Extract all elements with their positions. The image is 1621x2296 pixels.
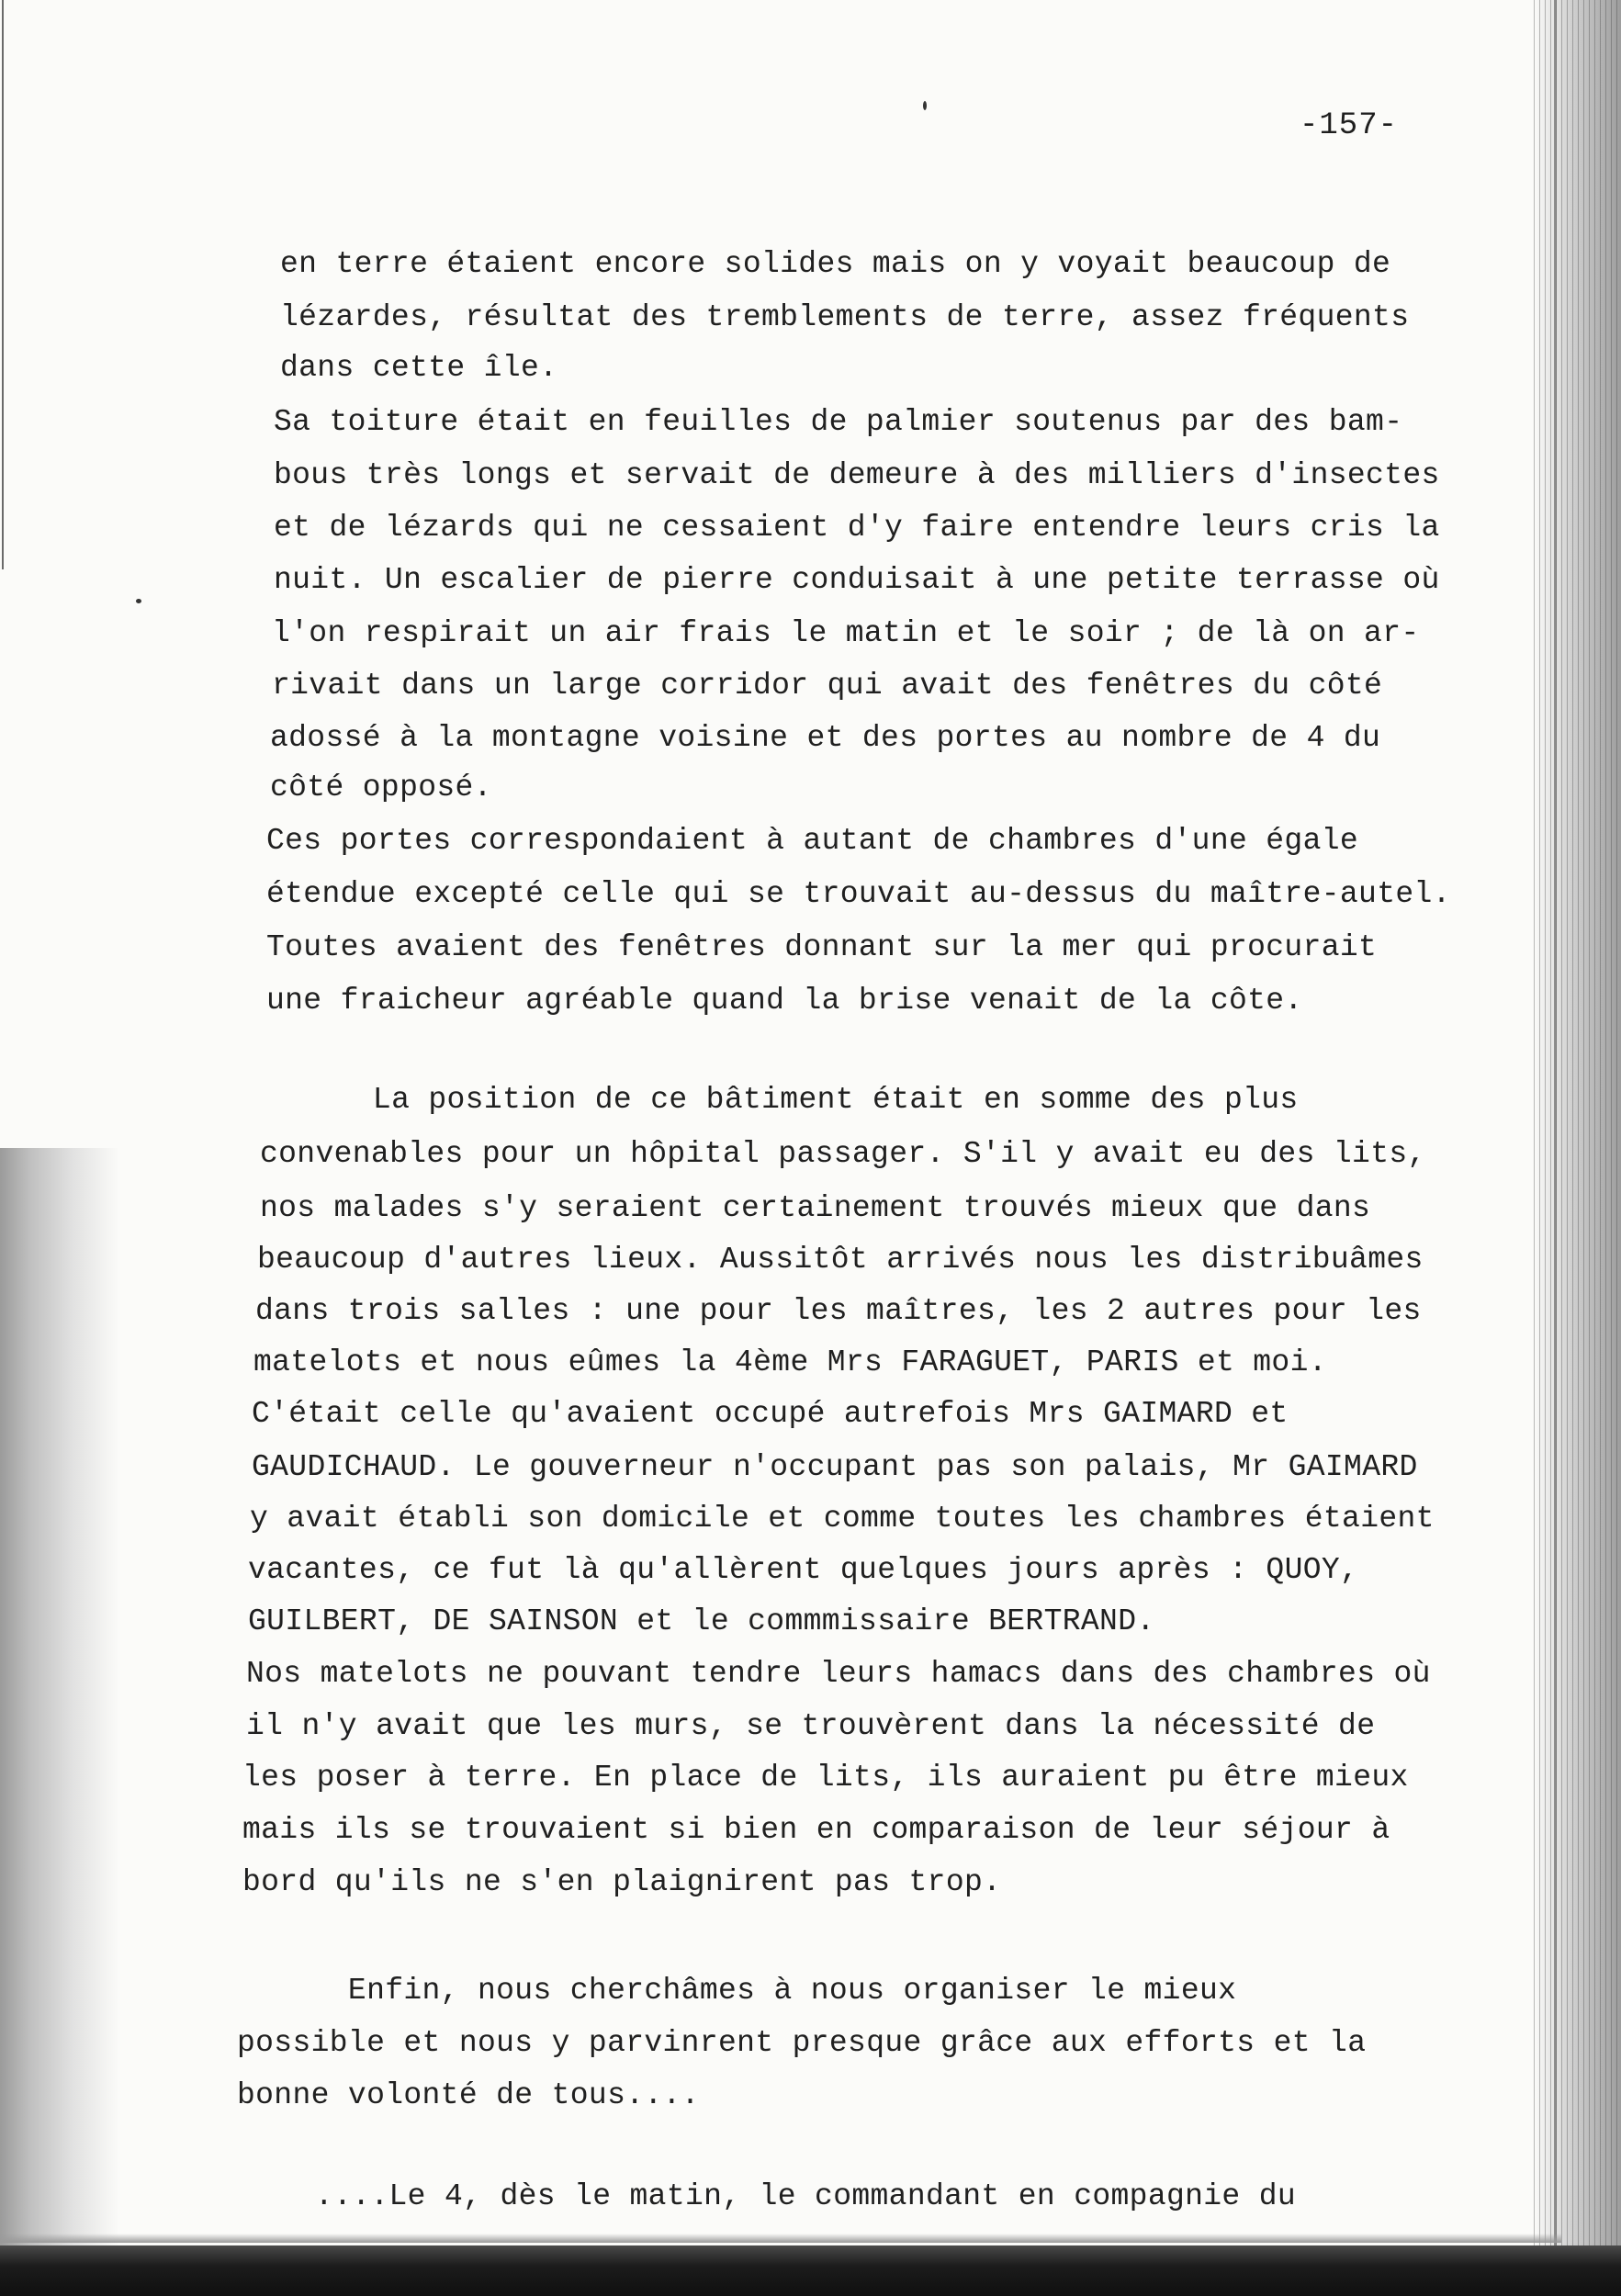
text-line: y avait établi son domicile et comme toutes les chambres étaient — [250, 1502, 1435, 1536]
text-line: et de lézards qui ne cessaient d'y faire entendre leurs cris la — [274, 511, 1440, 545]
text-line: nos malades s'y seraient certainement trouvés mieux que dans — [260, 1191, 1371, 1225]
text-line: C'était celle qu'avaient occupé autrefois Mrs GAIMARD et — [252, 1397, 1289, 1431]
text-line: possible et nous y parvinrent presque grâce aux efforts et la — [237, 2026, 1367, 2060]
text-line: une fraicheur agréable quand la brise venait de la côte. — [266, 984, 1303, 1018]
text-line: il n'y avait que les murs, se trouvèrent dans la nécessité de — [246, 1709, 1376, 1743]
text-line: La position de ce bâtiment était en somme des plus — [262, 1083, 1299, 1117]
scan-bottom-edge — [0, 2234, 1561, 2243]
ink-speck — [923, 101, 927, 110]
text-line: GUILBERT, DE SAINSON et le commmissaire BERTRAND. — [248, 1604, 1155, 1638]
text-line: côté opposé. — [270, 771, 492, 805]
text-line: bord qu'ils ne s'en plaignirent pas trop. — [242, 1865, 1002, 1899]
text-line: Enfin, nous cherchâmes à nous organiser le mieux — [237, 1974, 1237, 2008]
text-line: en terre étaient encore solides mais on y voyait beaucoup de — [280, 247, 1391, 281]
text-line: Sa toiture était en feuilles de palmier soutenus par des bam- — [274, 405, 1403, 439]
ink-speck — [136, 599, 141, 603]
text-line: matelots et nous eûmes la 4ème Mrs FARAGUET, PARIS et moi. — [253, 1345, 1327, 1379]
scan-left-shadow — [0, 1148, 119, 2296]
text-line: nuit. Un escalier de pierre conduisait à une petite terrasse où — [274, 563, 1440, 597]
text-line: GAUDICHAUD. Le gouverneur n'occupant pas son palais, Mr GAIMARD — [252, 1450, 1418, 1484]
text-line: Nos matelots ne pouvant tendre leurs hamacs dans des chambres où — [246, 1657, 1431, 1691]
page-number: -157- — [1300, 108, 1399, 143]
text-line: rivait dans un large corridor qui avait des fenêtres du côté — [272, 669, 1383, 703]
text-line: bonne volonté de tous.... — [237, 2078, 700, 2112]
text-line: les poser à terre. En place de lits, ils auraient pu être mieux — [242, 1761, 1409, 1795]
text-line: dans cette île. — [280, 351, 558, 385]
text-line: convenables pour un hôpital passager. S'il y avait eu des lits, — [260, 1137, 1426, 1171]
text-line: vacantes, ce fut là qu'allèrent quelques jours après : QUOY, — [248, 1553, 1359, 1587]
text-line: Ces portes correspondaient à autant de chambres d'une égale — [266, 824, 1359, 858]
scan-bottom-band — [0, 2245, 1621, 2296]
text-line: dans trois salles : une pour les maîtres, les 2 autres pour les — [255, 1294, 1422, 1328]
scan-left-rule — [2, 0, 4, 569]
scan-binding-edge — [1534, 0, 1621, 2296]
text-line: l'on respirait un air frais le matin et le soir ; de là on ar- — [272, 616, 1420, 650]
text-line: adossé à la montagne voisine et des portes au nombre de 4 du — [270, 721, 1381, 755]
scan-binding-line — [1554, 0, 1557, 2296]
text-line: beaucoup d'autres lieux. Aussitôt arrivés nous les distribuâmes — [257, 1243, 1424, 1277]
text-line: lézardes, résultat des tremblements de terre, assez fréquents — [280, 300, 1410, 334]
text-line: Toutes avaient des fenêtres donnant sur la mer qui procurait — [266, 930, 1378, 964]
text-line: ....Le 4, dès le matin, le commandant en compagnie du — [204, 2179, 1297, 2213]
text-line: bous très longs et servait de demeure à des milliers d'insectes — [274, 458, 1440, 492]
text-line: mais ils se trouvaient si bien en comparaison de leur séjour à — [242, 1813, 1390, 1847]
text-line: étendue excepté celle qui se trouvait au-dessus du maître-autel. — [266, 877, 1451, 911]
